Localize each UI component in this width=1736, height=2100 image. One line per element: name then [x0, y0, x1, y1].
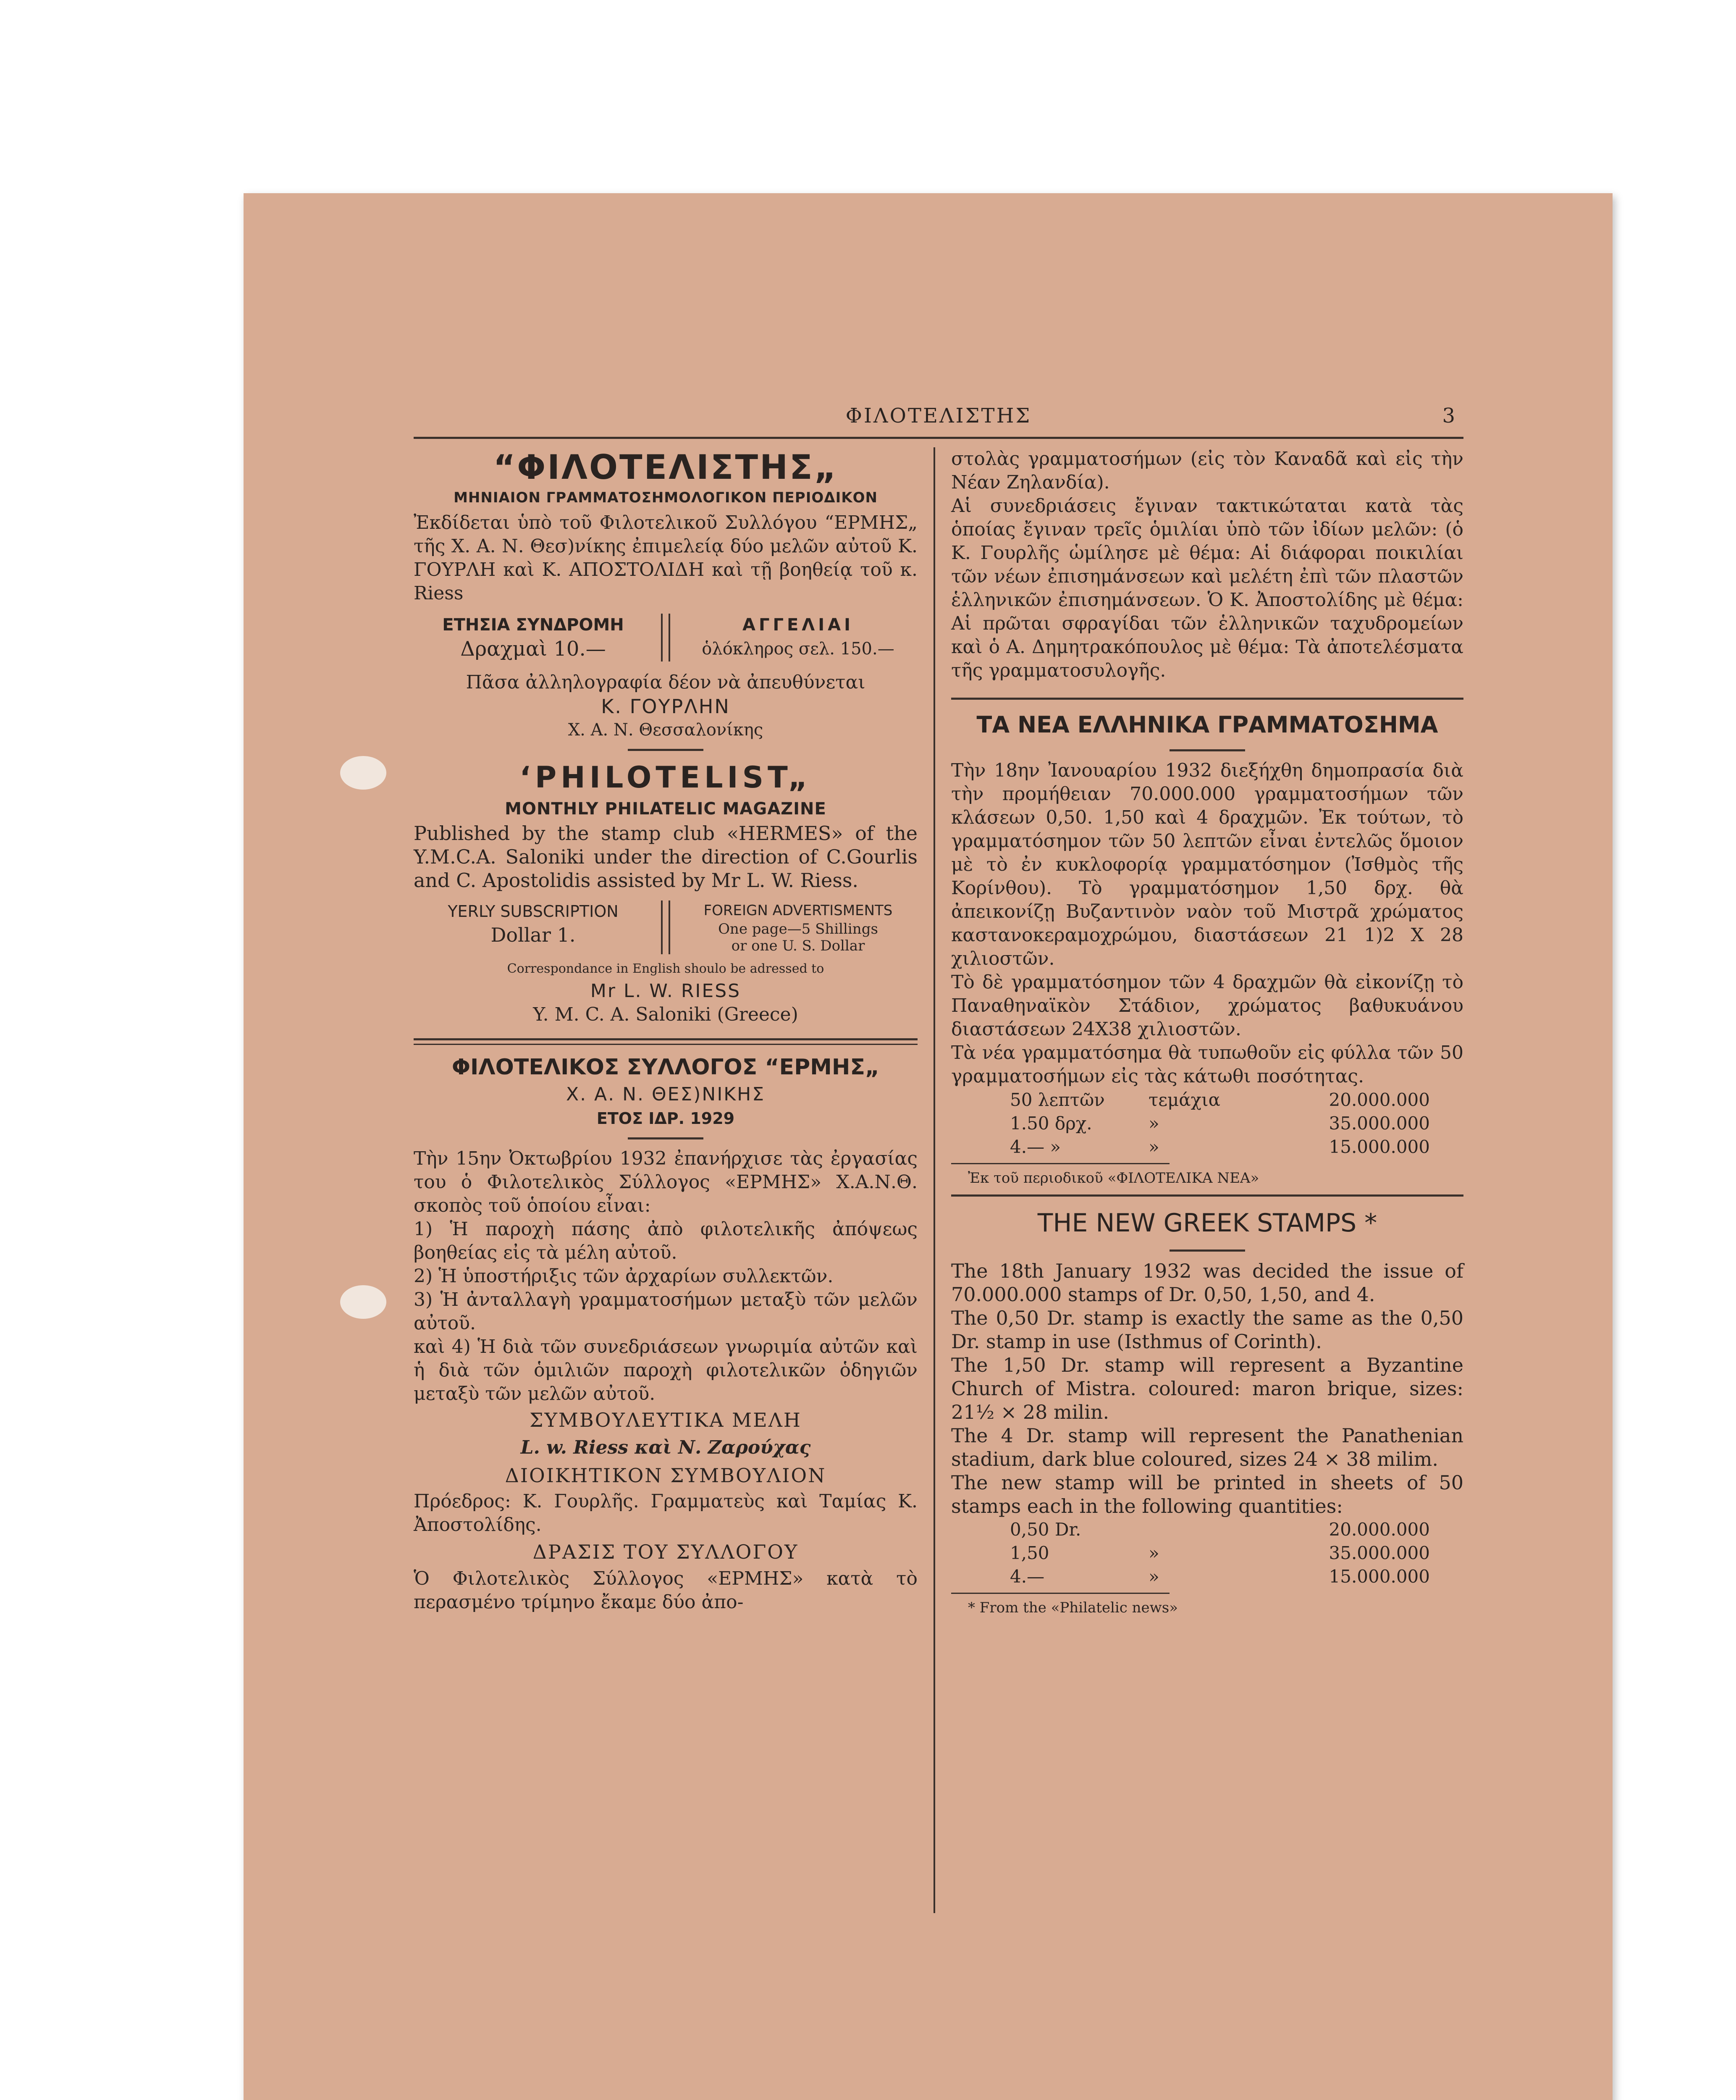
- club-title: ΦΙΛΟΤΕΛΙΚΟΣ ΣΥΛΛΟΓΟΣ “ΕΡΜΗΣ„: [451, 1055, 880, 1080]
- row-unit: »: [1149, 1566, 1159, 1587]
- row-quantity: 35.000.000: [1329, 1543, 1430, 1563]
- club-rule: [628, 1137, 703, 1139]
- running-title: ΦΙΛΟΤΕΛΙΣΤΗΣ: [845, 404, 1032, 428]
- table-row: [951, 1135, 1463, 1159]
- running-head: [414, 395, 1463, 433]
- paper-tear-lower: [340, 1285, 386, 1319]
- new-stamps-p3: The 1,50 Dr. stamp will represent a Byzantine Church of Mistra. coloured: maron brique, sizes: 21½ × 28 milin.: [951, 1354, 1463, 1423]
- subscription-value-gr: Δραχμαὶ 10.—: [460, 637, 606, 661]
- advisors-heading: ΣΥΜΒΟΥΛΕΥΤΙΚΑ ΜΕΛΗ: [529, 1409, 802, 1431]
- paper-tear-upper: [340, 756, 386, 790]
- greek-stamps-source: Ἐκ τοῦ περιοδικοῦ «ΦΙΛΟΤΕΛΙΚΑ ΝΕΑ»: [968, 1170, 1259, 1186]
- club-meetings: Αἱ συνεδριάσεις ἔγιναν τακτικώταται κατὰ τὰς ὁποίας ἔγιναν τρεῖς ὁμιλίαι ὑπὸ τῶν ἰδίων μελῶν: (ὁ Κ. Γουρλῆς ὡμίλησε μὲ θέμα: Αἱ διάφοραι ποικιλίαι τῶν νέων ἐπισημάνσεων καὶ μελέτη ἐπὶ τῶν πλαστῶν ἑλληνικῶν ἐπισημάνσεων. Ὁ Κ. Ἀποστολίδης μὲ θέμα: Αἱ πρῶται σφραγίδαι τῶν ἑλληνικῶν ταχυδρομείων καὶ ὁ Α. Δημητρακόπουλος μὲ θέμα: Τὰ ἀποτελέσματα τῆς γραμματοσυλογῆς.: [951, 495, 1463, 681]
- club-item-4: καὶ 4) Ἡ διὰ τῶν συνεδριάσεων γνωριμία αὐτῶν καὶ ἡ διὰ τῶν ὁμιλιῶν παροχὴ φιλοτελικῶν ὁδηγιῶν μεταξὺ τῶν μελῶν αὐτοῦ.: [414, 1336, 918, 1404]
- subscription-label-en: YERLY SUBSCRIPTION: [448, 902, 619, 921]
- masthead-rule-1: [414, 1038, 918, 1040]
- subscription-value-en: Dollar 1.: [490, 924, 576, 946]
- correspondence-gr: Πᾶσα ἀλληλογραφία δέον νὰ ἀπευθύνεται: [466, 672, 865, 693]
- club-item-2: 2) Ἡ ὑποστήριξις τῶν ἀρχαρίων συλλεκτῶν.: [414, 1265, 834, 1287]
- ads-label-en: FOREIGN ADVERTISMENTS: [703, 902, 893, 919]
- masthead-en-title: ‘PHILOTELIST„: [519, 760, 812, 795]
- masthead-gr-title: “ΦΙΛΟΤΕΛΙΣΤΗΣ„: [493, 448, 838, 487]
- new-stamps-title: THE NEW GREEK STAMPS *: [1037, 1208, 1377, 1238]
- column-divider: [934, 447, 935, 1913]
- correspondent-address-gr: Χ. Α. Ν. Θεσσαλονίκης: [568, 720, 763, 740]
- correspondent-address-en: Y. M. C. A. Saloniki (Greece): [533, 1004, 798, 1025]
- right-column: [951, 447, 1463, 1617]
- action-text: Ὁ Φιλοτελικὸς Σύλλογος «ΕΡΜΗΣ» κατὰ τὸ περασμένο τρίμηνο ἔκαμε δύο ἀπο-: [414, 1568, 918, 1613]
- row-denomination: 50 λεπτῶν: [1010, 1089, 1105, 1110]
- ads-box-gr: [679, 614, 918, 662]
- row-quantity: 15.000.000: [1329, 1137, 1430, 1157]
- row-unit: »: [1149, 1113, 1159, 1134]
- row-quantity: 20.000.000: [1329, 1089, 1430, 1110]
- head-rule: [414, 437, 1463, 439]
- masthead-en-pricing: [414, 900, 918, 954]
- pricing-separator-en: [661, 900, 670, 954]
- table-row: [951, 1112, 1463, 1135]
- club-founded: ΕΤΟΣ ΙΔΡ. 1929: [596, 1109, 735, 1128]
- row-unit: »: [1149, 1543, 1159, 1563]
- pricing-separator: [661, 614, 670, 662]
- masthead-en-subtitle: MONTHLY PHILATELIC MAGAZINE: [505, 799, 826, 819]
- left-column: [414, 447, 918, 1614]
- page-number: 3: [1442, 404, 1455, 428]
- row-unit: τεμάχια: [1149, 1089, 1220, 1110]
- ads-line1-en: One page—5 Shillings: [718, 921, 878, 937]
- action-heading: ΔΡΑΣΙΣ ΤΟΥ ΣΥΛΛΟΓΟΥ: [532, 1541, 799, 1563]
- new-stamps-rule: [1170, 1250, 1245, 1252]
- english-quantities-table: [951, 1518, 1463, 1588]
- advisors-names: L. w. Riess καὶ Ν. Ζαρούχας: [520, 1437, 811, 1458]
- correspondent-name-en: Mr L. W. RIESS: [590, 980, 741, 1002]
- masthead-gr-pricing: [414, 614, 918, 662]
- board-heading: ΔΙΟΙΚΗΤΙΚΟΝ ΣΥΜΒΟΥΛΙΟΝ: [505, 1464, 826, 1487]
- table-row: [951, 1088, 1463, 1112]
- board-members: Πρόεδρος: Κ. Γουρλῆς. Γραμματεὺς καὶ Ταμίας Κ. Ἀποστολίδης.: [414, 1491, 918, 1536]
- greek-stamps-p3: Τὰ νέα γραμματόσημα θὰ τυπωθοῦν εἰς φύλλα τῶν 50 γραμματοσήμων εἰς τὰς κάτωθι ποσότητας.: [951, 1042, 1463, 1087]
- row-unit: »: [1149, 1137, 1159, 1157]
- club-item-3: 3) Ἡ ἀνταλλαγὴ γραμματοσήμων μεταξὺ τῶν μελῶν αὐτοῦ.: [414, 1289, 918, 1334]
- correspondent-name-gr: Κ. ΓΟΥΡΛΗΝ: [601, 695, 730, 718]
- greek-stamps-p1: Τὴν 18ην Ἰανουαρίου 1932 διεξήχθη δημοπρασία διὰ τὴν προμήθειαν 70.000.000 γραμματοσήμων τῶν κλάσεων 0,50. 1,50 καὶ 4 δραχμῶν. Ἐκ τούτων, τὸ γραμματόσημον τῶν 50 λεπτῶν εἶναι ἐντελῶς ὅμοιον μὲ τὸ ἐν κυκλοφορίᾳ γραμματόσημον (Ἰσθμὸς τῆς Κορίνθου). Τὸ γραμματόσημον 1,50 δρχ. θὰ ἀπεικονίζῃ Βυζαντινὸν ναὸν τοῦ Μιστρᾶ χρώματος καστανοκεραμοχρώμου, διαστάσεων 21 1)2 Χ 28 χιλιοστῶν.: [951, 760, 1463, 969]
- row-denomination: 1,50: [1010, 1543, 1049, 1563]
- ads-line2-en: or one U. S. Dollar: [731, 937, 865, 954]
- new-stamps-p1: The 18th January 1932 was decided the issue of 70.000.000 stamps of Dr. 0,50, 1,50, and 4.: [951, 1260, 1463, 1306]
- masthead-gr-subtitle: ΜΗΝΙΑΙΟΝ ΓΡΑΜΜΑΤΟΣΗΜΟΛΟΓΙΚΟΝ ΠΕΡΙΟΔΙΚΟΝ: [454, 489, 878, 506]
- row-denomination: 1.50 δρχ.: [1010, 1113, 1092, 1134]
- masthead-gr-text: Ἐκδίδεται ὑπὸ τοῦ Φιλοτελικοῦ Συλλόγου “ΕΡΜΗΣ„ τῆς Χ. Α. Ν. Θεσ)νίκης ἐπιμελείᾳ δύο μελῶν αὐτοῦ Κ. ΓΟΥΡΛΗ καὶ Κ. ΑΠΟΣΤΟΛΙΔΗ καὶ τῇ βοηθείᾳ τοῦ κ. Riess: [414, 512, 918, 604]
- row-quantity: 15.000.000: [1329, 1566, 1430, 1587]
- club-intro: Τὴν 15ην Ὀκτωβρίου 1932 ἐπανήρχισε τὰς ἐργασίας του ὁ Φιλοτελικὸς Σύλλογος «ΕΡΜΗΣ» Χ.Α.Ν.Θ. σκοπὸς τοῦ ὁποίου εἶναι:: [414, 1148, 918, 1216]
- subscription-box-gr: [414, 614, 653, 662]
- section-rule-1: [951, 698, 1463, 700]
- ads-value-gr: ὁλόκληρος σελ. 150.—: [702, 639, 894, 659]
- table-row: [951, 1518, 1463, 1541]
- new-stamps-p2: The 0,50 Dr. stamp is exactly the same as the 0,50 Dr. stamp in use (Isthmus of Corinth).: [951, 1307, 1463, 1353]
- new-stamps-footnote: * From the «Philatelic news»: [968, 1599, 1178, 1616]
- table-row: [951, 1541, 1463, 1565]
- new-stamps-p4: The 4 Dr. stamp will represent the Panathenian stadium, dark blue coloured, sizes 24 × 38 milim.: [951, 1424, 1463, 1470]
- club-item-1: 1) Ἡ παροχὴ πάσης ἀπὸ φιλοτελικῆς ἀπόψεως βοηθείας εἰς τὰ μέλη αὐτοῦ.: [414, 1218, 918, 1263]
- subscription-label-gr: ΕΤΗΣΙΑ ΣΥΝΔΡΟΜΗ: [442, 615, 624, 635]
- masthead-rule-2: [414, 1044, 918, 1045]
- club-subtitle: Χ. Α. Ν. ΘΕΣ)ΝΙΚΗΣ: [566, 1084, 766, 1105]
- correspondence-en: Correspondance in English shoulo be adressed to: [507, 961, 824, 976]
- greek-stamps-p2: Τὸ δὲ γραμματόσημον τῶν 4 δραχμῶν θὰ εἰκονίζῃ τὸ Παναθηναϊκὸν Στάδιον, χρώματος βαθυκυάνου διαστάσεων 24Χ38 χιλιοστῶν.: [951, 971, 1463, 1040]
- greek-stamps-title: ΤΑ ΝΕΑ ΕΛΛΗΝΙΚΑ ΓΡΑΜΜΑΤΟΣΗΜΑ: [976, 711, 1438, 738]
- table-row: [951, 1565, 1463, 1588]
- row-denomination: 4.— »: [1010, 1137, 1061, 1157]
- new-stamps-p5: The new stamp will be printed in sheets of 50 stamps each in the following quantities:: [951, 1471, 1463, 1517]
- greek-stamps-rule: [1170, 749, 1245, 751]
- row-denomination: 0,50 Dr.: [1010, 1519, 1081, 1540]
- ads-label-gr: ΑΓΓΕΛΙΑΙ: [742, 615, 854, 635]
- row-denomination: 4.—: [1010, 1566, 1045, 1587]
- english-table-rule: [951, 1593, 1170, 1594]
- greek-quantities-table: [951, 1088, 1463, 1159]
- page-content: [414, 395, 1463, 1949]
- row-quantity: 20.000.000: [1329, 1519, 1430, 1540]
- row-quantity: 35.000.000: [1329, 1113, 1430, 1134]
- subscription-box-en: [414, 900, 653, 954]
- greek-table-rule: [951, 1163, 1170, 1164]
- ads-box-en: [679, 900, 918, 954]
- section-rule-2: [951, 1194, 1463, 1197]
- row-unit: [1149, 1518, 1274, 1541]
- ornament-rule: [628, 749, 703, 751]
- club-action-continuation: στολὰς γραμματοσήμων (εἰς τὸν Καναδᾶ καὶ εἰς τὴν Νέαν Ζηλανδία).: [951, 448, 1463, 493]
- masthead-en-text: Published by the stamp club «HERMES» of the Y.M.C.A. Saloniki under the direction of C.Gourlis and C. Apostolidis assisted by Mr L. W. Riess.: [414, 822, 918, 892]
